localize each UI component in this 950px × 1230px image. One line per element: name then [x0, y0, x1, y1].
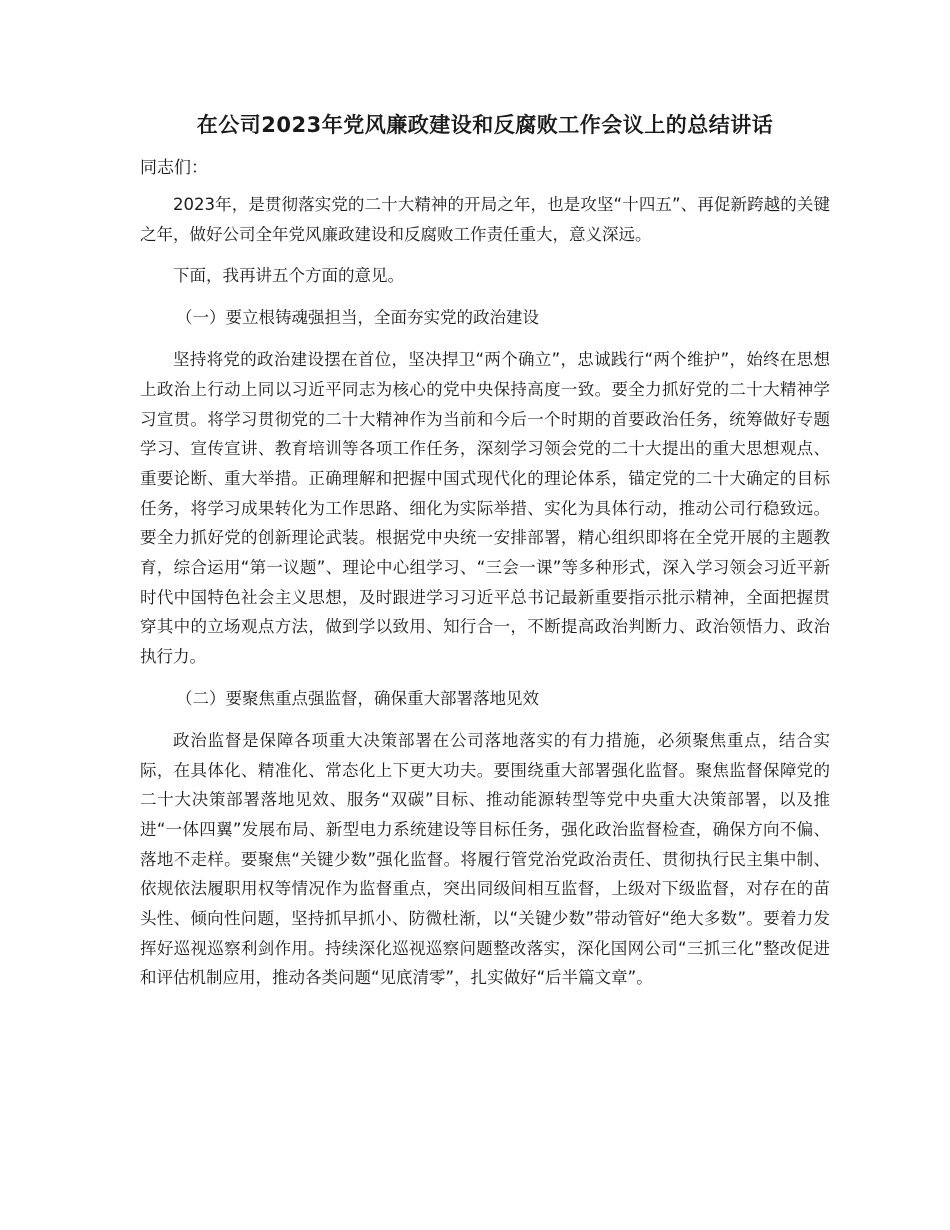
paragraph-section-2: 政治监督是保障各项重大决策部署在公司落地落实的有力措施，必须聚焦重点，结合实际，在具体化、精准化、常态化上下更大功夫。要围绕重大部署强化监督。聚焦监督保障党的二十大决策部署落地见效、服务“双碳”目标、推动能源转型等党中央重大决策部署，以及推进“一体四翼”发展布局、新型电力系统建设等目标任务，强化政治监督检查，确保方向不偏、落地不走样。要聚焦“关键少数”强化监督。将履行管党治党政治责任、贯彻执行民主集中制、依规依法履职用权等情况作为监督重点，突出同级间相互监督，上级对下级监督，对存在的苗头性、倾向性问题，坚持抓早抓小、防微杜渐，以“关键少数”带动管好“绝大多数”。要着力发挥好巡视巡察利剑作用。持续深化巡视巡察问题整改落实，深化国网公司“三抓三化”整改促进和评估机制应用，推动各类问题“见底清零”，扎实做好“后半篇文章”。 [140, 730, 830, 988]
document-page [140, 108, 830, 1005]
paragraph-intro: 2023年，是贯彻落实党的二十大精神的开局之年，也是攻坚“十四五”、再促新跨越的关键之年，做好公司全年党风廉政建设和反腐败工作责任重大，意义深远。 [140, 195, 830, 244]
document-title: 在公司2023年党风廉政建设和反腐败工作会议上的总结讲话 [196, 113, 774, 137]
paragraph-section-1: 坚持将党的政治建设摆在首位，坚决捍卫“两个确立”，忠诚践行“两个维护”，始终在思想上政治上行动上同以习近平同志为核心的党中央保持高度一致。要全力抓好党的二十大精神学习宣贯。将学习贯彻党的二十大精神作为当前和今后一个时期的首要政治任务，统筹做好专题学习、宣传宣讲、教育培训等各项工作任务，深刻学习领会党的二十大提出的重大思想观点、重要论断、重大举措。正确理解和把握中国式现代化的理论体系，锚定党的二十大确定的目标任务，将学习成果转化为工作思路、细化为实际举措、实化为具体行动，推动公司行稳致远。要全力抓好党的创新理论武装。根据党中央统一安排部署，精心组织即将在全党开展的主题教育，综合运用“第一议题”、理论中心组学习、“三会一课”等多种形式，深入学习领会习近平新时代中国特色社会主义思想，及时跟进学习习近平总书记最新重要指示批示精神，全面把握贯穿其中的立场观点方法，做到学以致用、知行合一，不断提高政治判断力、政治领悟力、政治执行力。 [140, 350, 830, 667]
section-heading-1: （一）要立根铸魂强担当，全面夯实党的政治建设 [176, 308, 539, 328]
section-heading-2: （二）要聚焦重点强监督，确保重大部署落地见效 [176, 688, 539, 708]
paragraph-outline: 下面，我再讲五个方面的意见。 [173, 266, 404, 286]
salutation: 同志们： [140, 158, 208, 178]
